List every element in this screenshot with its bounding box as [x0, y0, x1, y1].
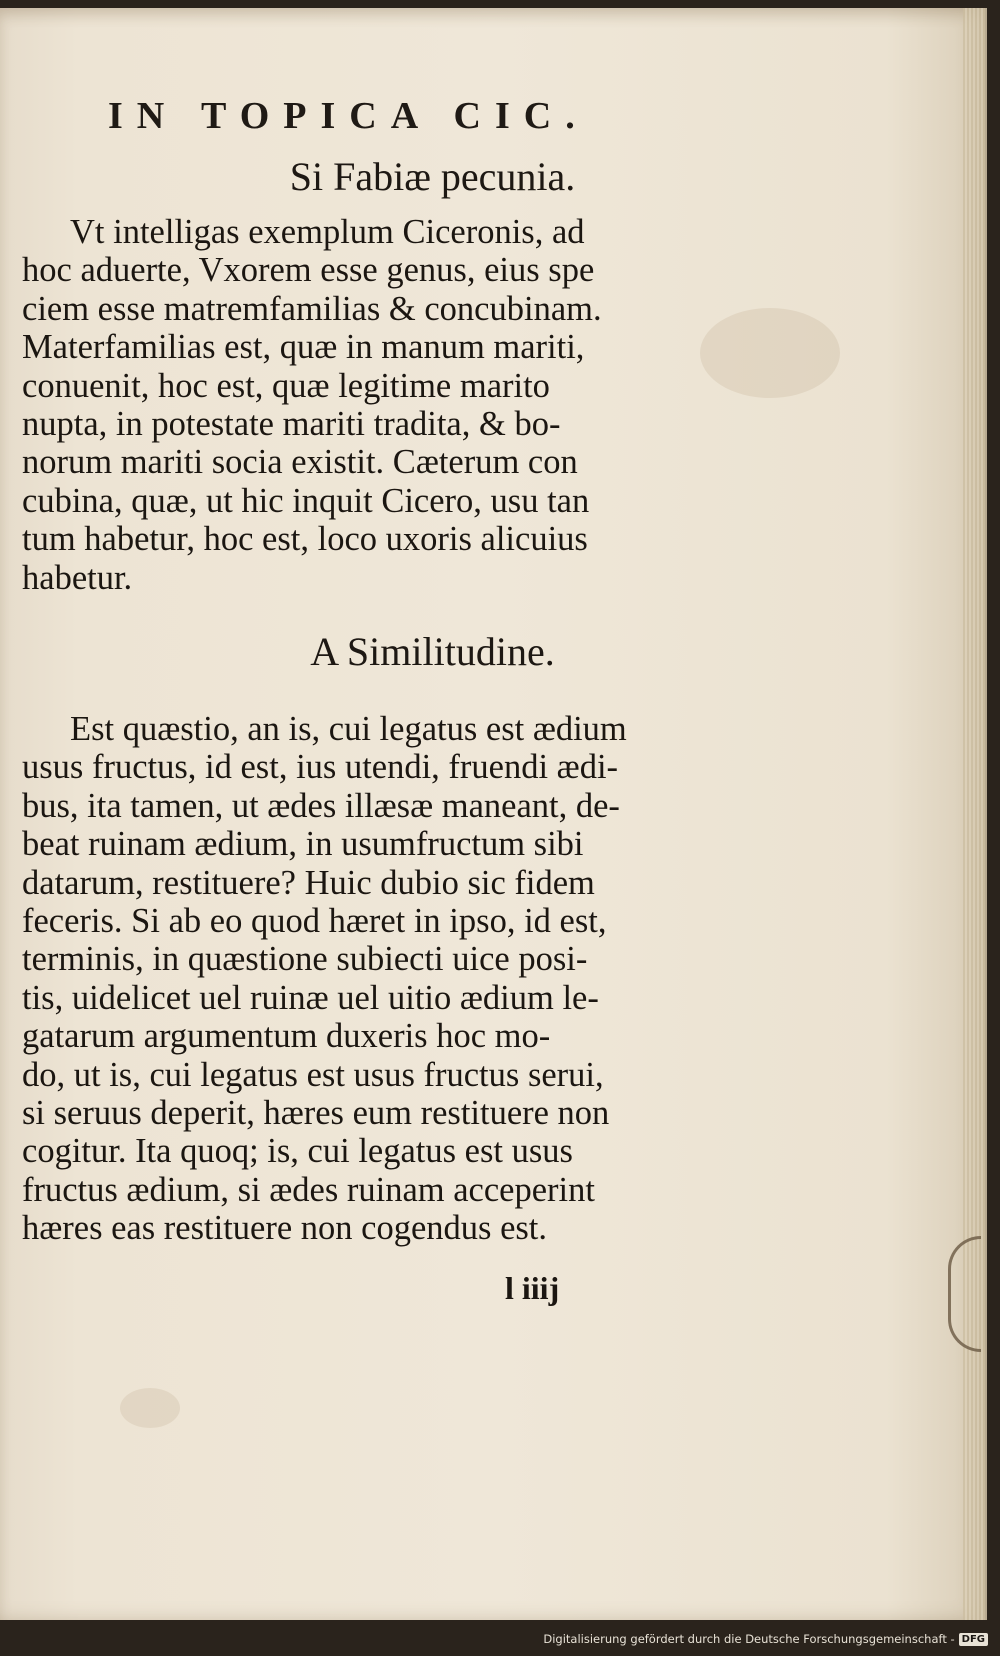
text-line: nupta, in potestate mariti tradita, & bo- — [22, 404, 561, 443]
text-line: si seruus deperit, hæres eum restituere non — [22, 1093, 610, 1132]
text-line: tis, uidelicet uel ruinæ uel uitio ædium le- — [22, 978, 599, 1017]
paragraph — [22, 710, 682, 1247]
running-header: IN TOPICA CIC. — [108, 95, 589, 137]
section-heading: A Similitudine. — [310, 629, 555, 674]
text-line: feceris. Si ab eo quod hæret in ipso, id est, — [22, 901, 607, 940]
credit-text: Digitalisierung gefördert durch die Deutsche Forschungsgemeinschaft - — [543, 1632, 955, 1646]
text-line: fructus ædium, si ædes ruinam acceperint — [22, 1170, 595, 1209]
text-line: cogitur. Ita quoq; is, cui legatus est usus — [22, 1132, 573, 1171]
text-line: habetur. — [22, 558, 133, 597]
text-line: datarum, restituere? Huic dubio sic fidem — [22, 863, 595, 902]
text-line: cubina, quæ, ut hic inquit Cicero, usu tan — [22, 481, 590, 520]
text-line: gatarum argumentum duxeris hoc mo- — [22, 1017, 551, 1056]
text-line: tum habetur, hoc est, loco uxoris alicuius — [22, 520, 588, 559]
paragraph — [22, 213, 682, 597]
text-line: norum mariti socia existit. Cæterum con — [22, 443, 578, 482]
text-line: beat ruinam ædium, in usumfructum sibi — [22, 825, 584, 864]
text-line: conuenit, hoc est, quæ legitime marito — [22, 366, 550, 405]
section-heading: Si Fabiæ pecunia. — [289, 154, 576, 199]
dfg-logo-icon: DFG — [959, 1633, 988, 1646]
page-edge — [963, 8, 985, 1620]
text-line: ciem esse matremfamilias & concubinam. — [22, 289, 602, 328]
text-line: hæres eas restituere non cogendus est. — [22, 1209, 548, 1248]
book-page — [0, 8, 987, 1620]
paper-stain — [700, 308, 840, 398]
text-line: do, ut is, cui legatus est usus fructus serui, — [22, 1055, 604, 1094]
paper-stain — [120, 1388, 180, 1428]
signature-mark: l iiij — [505, 1270, 560, 1306]
digitization-credit — [543, 1630, 988, 1648]
text-line: hoc aduerte, Vxorem esse genus, eius spe — [22, 251, 595, 290]
text-line: Vt intelligas exemplum Ciceronis, ad — [70, 213, 585, 251]
text-line: Materfamilias est, quæ in manum mariti, — [22, 328, 585, 367]
book-clasp — [948, 1236, 981, 1352]
text-line: usus fructus, id est, ius utendi, fruendi ædi- — [22, 748, 619, 787]
text-line: terminis, in quæstione subiecti uice posi- — [22, 940, 588, 979]
text-line: bus, ita tamen, ut ædes illæsæ maneant, de- — [22, 786, 620, 825]
text-line: Est quæstio, an is, cui legatus est ædium — [70, 710, 627, 748]
